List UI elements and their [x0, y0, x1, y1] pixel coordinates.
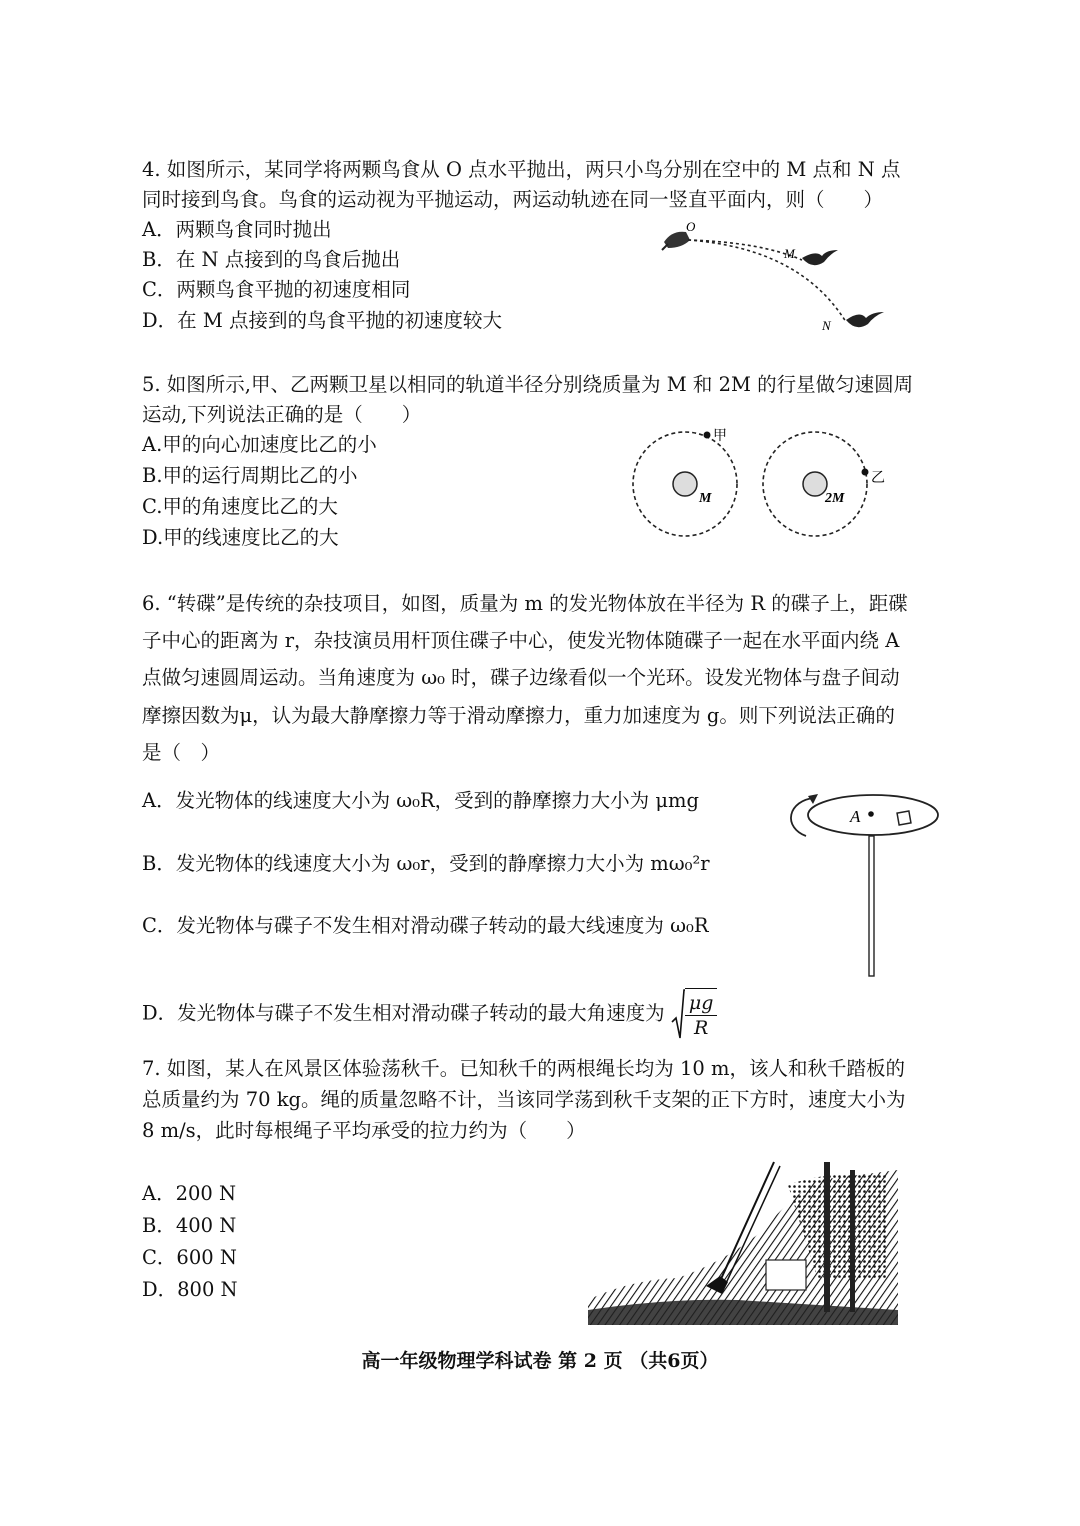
q7-stem-line1: 7. 如图，某人在风景区体验荡秋千。已知秋千的两根绳长均为 10 m，该人和秋千踏板的: [142, 1057, 906, 1080]
label-jia: 甲: [713, 428, 727, 444]
point-a: [868, 811, 874, 817]
building: [766, 1260, 806, 1290]
satellite-jia: [704, 432, 711, 439]
q6-option-b: B．发光物体的线速度大小为 ω₀r，受到的静摩擦力大小为 mω₀²r: [142, 852, 710, 875]
q4-stem-line2: 同时接到鸟食。鸟食的运动视为平抛运动，两运动轨迹在同一竖直平面内，则（ ）: [142, 188, 884, 211]
q6-stem-line5: 是（ ）: [142, 741, 221, 764]
swing-frame-pole-1: [824, 1162, 830, 1312]
q5-stem-line2: 运动,下列说法正确的是（ ）: [142, 403, 422, 426]
q5-stem-line1: 5. 如图所示,甲、乙两颗卫星以相同的轨道半径分别绕质量为 M 和 2M 的行星做匀速圆周: [142, 373, 914, 396]
swing-photo: [588, 1160, 898, 1325]
swing-frame-pole-2: [850, 1170, 855, 1312]
q7-option-b: B．400 N: [142, 1214, 237, 1237]
q4-stem-line1: 4. 如图所示，某同学将两颗鸟食从 O 点水平抛出，两只小鸟分别在空中的 M 点和 N 点: [142, 158, 901, 181]
q4-option-d: D．在 M 点接到的鸟食平抛的初速度较大: [142, 309, 502, 332]
q5-option-a: A.甲的向心加速度比乙的小: [142, 433, 377, 456]
q7-option-a: A．200 N: [142, 1182, 237, 1205]
formula-numerator: μg: [685, 991, 718, 1016]
label-planet-m: M: [699, 491, 712, 506]
thrower-hand-icon: [662, 232, 690, 250]
bird-n-icon: [846, 312, 884, 327]
label-a: A: [850, 807, 861, 826]
sqrt-formula: [671, 988, 718, 1040]
q6-option-a: A．发光物体的线速度大小为 ω₀R，受到的静摩擦力大小为 μmg: [142, 789, 700, 812]
q4-option-b: B．在 N 点接到的鸟食后抛出: [142, 248, 401, 271]
q4-option-c: C．两颗鸟食平抛的初速度相同: [142, 278, 411, 301]
q6-option-d: [142, 988, 717, 1040]
page-footer: 高一年级物理学科试卷 第 2 页 （共6页）: [361, 1350, 719, 1372]
formula-denominator: R: [693, 1017, 709, 1039]
q5-option-b: B.甲的运行周期比乙的小: [142, 464, 358, 487]
q7-stem-line2: 总质量约为 70 kg。绳的质量忽略不计，当该同学荡到秋千支架的正下方时，速度大小为: [142, 1088, 906, 1111]
label-m: M: [784, 246, 795, 261]
support-rod: [869, 836, 874, 976]
rotation-arrow: [791, 798, 814, 836]
q5-figure: [625, 420, 905, 550]
planet-2m: [803, 472, 827, 496]
q6-stem-line2: 子中心的距离为 r，杂技演员用杆顶住碟子中心，使发光物体随碟子一起在水平面内绕 A: [142, 629, 900, 652]
q6-option-d-text: D．发光物体与碟子不发生相对滑动碟子转动的最大角速度为: [142, 1001, 665, 1025]
planet-m: [673, 472, 697, 496]
q7-option-c: C．600 N: [142, 1246, 237, 1269]
sqrt-sign-icon: [671, 988, 685, 1040]
label-planet-2m: 2M: [825, 491, 845, 506]
glowing-object: [897, 811, 911, 825]
q7-stem-line3: 8 m/s，此时每根绳子平均承受的拉力约为（ ）: [142, 1119, 586, 1142]
label-o: O: [686, 219, 696, 234]
q6-stem-line1: 6. “转碟”是传统的杂技项目，如图，质量为 m 的发光物体放在半径为 R 的碟子上，距碟: [142, 592, 908, 615]
q6-figure: [780, 782, 945, 982]
label-yi: 乙: [871, 470, 885, 486]
q4-figure: [650, 218, 890, 340]
label-n: N: [822, 318, 831, 333]
q6-option-c: C．发光物体与碟子不发生相对滑动碟子转动的最大线速度为 ω₀R: [142, 914, 709, 937]
q7-option-d: D．800 N: [142, 1278, 238, 1301]
bird-m-icon: [802, 250, 838, 265]
q4-option-a: A．两颗鸟食同时抛出: [142, 218, 332, 241]
q6-stem-line4: 摩擦因数为μ，认为最大静摩擦力等于滑动摩擦力，重力加速度为 g。则下列说法正确的: [142, 704, 895, 727]
trajectory-n: [688, 240, 846, 322]
satellite-yi: [862, 469, 869, 476]
q6-stem-line3: 点做匀速圆周运动。当角速度为 ω₀ 时，碟子边缘看似一个光环。设发光物体与盘子间动: [142, 666, 900, 689]
q5-option-c: C.甲的角速度比乙的大: [142, 495, 338, 518]
q5-option-d: D.甲的线速度比乙的大: [142, 526, 339, 549]
